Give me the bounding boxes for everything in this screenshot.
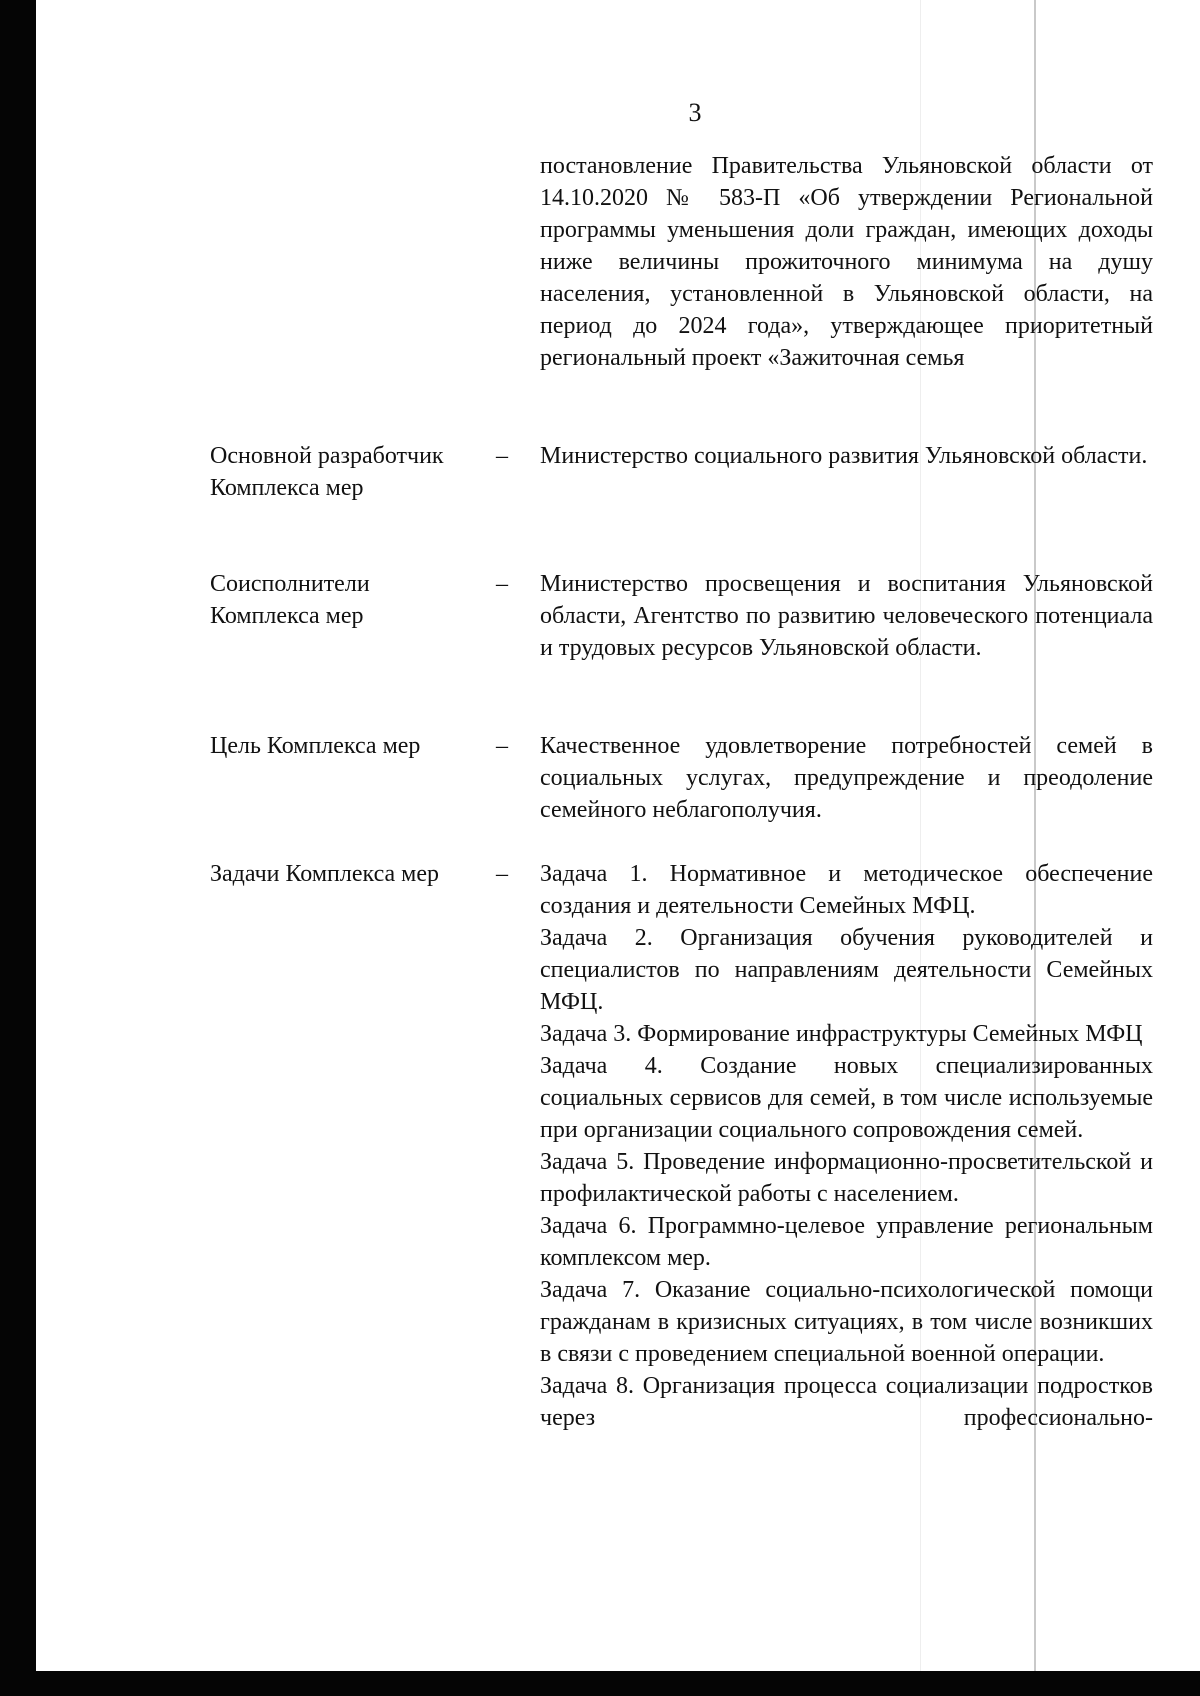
task-item: Задача 5. Проведение информационно-просветительской и профилактической работы с населением. — [540, 1149, 1153, 1207]
row-value-coexecutors-text: Министерство просвещения и воспитания Ульяновской области, Агентство по развитию человеческого потенциала и трудовых ресурсов Ульяновской области. — [540, 571, 1153, 661]
task-item: Задача 6. Программно-целевое управление региональным комплексом мер. — [540, 1213, 1153, 1271]
scan-edge-left — [0, 0, 36, 1696]
row-value-tasks — [540, 858, 1153, 1434]
task-item: Задача 7. Оказание социально-психологической помощи гражданам в кризисных ситуациях, в том числе возникших в связи с проведением специальной военной операции. — [540, 1277, 1153, 1367]
row-dash-tasks: – — [496, 861, 508, 887]
row-value-coexecutors — [540, 568, 1153, 664]
row-value-developer-text: Министерство социального развития Ульяновской области. — [540, 443, 1148, 469]
row-dash-coexecutors: – — [496, 571, 508, 597]
task-item: Задача 8. Организация процесса социализации подростков через профессионально- — [540, 1373, 1153, 1431]
row-label-goal: Цель Комплекса мер — [210, 733, 421, 759]
page-number: 3 — [688, 98, 702, 127]
task-item: Задача 1. Нормативное и методическое обеспечение создания и деятельности Семейных МФЦ. — [540, 861, 1153, 919]
row-label-coexecutors: Соисполнители Комплекса мер — [210, 571, 370, 629]
row-label-developer: Основной разработчик Комплекса мер — [210, 443, 444, 501]
task-item: Задача 2. Организация обучения руководителей и специалистов по направлениям деятельности Семейных МФЦ. — [540, 925, 1153, 1015]
task-item: Задача 3. Формирование инфраструктуры Семейных МФЦ — [540, 1021, 1143, 1047]
task-item: Задача 4. Создание новых специализированных социальных сервисов для семей, в том числе используемые при организации социального сопровождения семей. — [540, 1053, 1153, 1143]
row-value-developer — [540, 440, 1153, 472]
row-dash-goal: – — [496, 733, 508, 759]
row-dash-developer: – — [496, 443, 508, 469]
scan-edge-bottom — [0, 1671, 1200, 1696]
row-value-goal-text: Качественное удовлетворение потребностей семей в социальных услугах, предупреждение и преодоление семейного неблагополучия. — [540, 733, 1153, 823]
intro-text: постановление Правительства Ульяновской области от 14.10.2020 № 583-П «Об утверждении Региональной программы уменьшения доли граждан, имеющих доходы ниже величины прожиточного минимума на душу населения, установленной в Ульяновской области, на период до 2024 года», утверждающее приоритетный региональный проект «Зажиточная семья — [540, 153, 1153, 371]
row-label-tasks: Задачи Комплекса мер — [210, 861, 440, 887]
row-value-goal — [540, 730, 1153, 826]
intro-paragraph — [540, 150, 1153, 374]
